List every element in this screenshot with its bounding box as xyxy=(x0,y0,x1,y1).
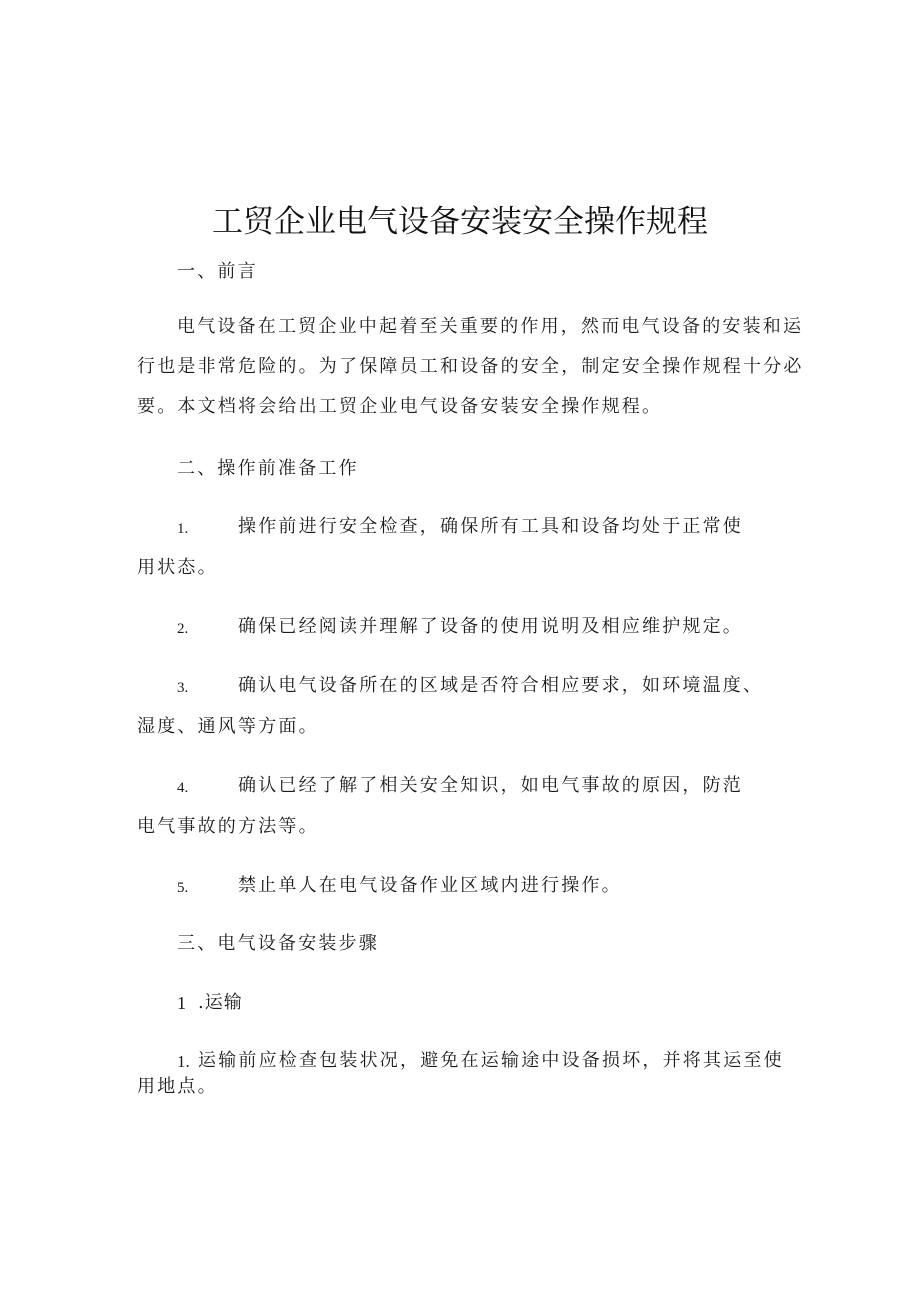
list-item-number: 1. xyxy=(177,521,189,537)
document-title: 工贸企业电气设备安装安全操作规程 xyxy=(212,204,708,240)
list-item-text-continued: 湿度、通风等方面。 xyxy=(137,716,319,737)
list-item-text-continued: 电气事故的方法等。 xyxy=(137,816,319,837)
list-item-text-continued: 用地点。 xyxy=(137,1076,218,1097)
list-item-text: 确保已经阅读并理解了设备的使用说明及相应维护规定。 xyxy=(238,616,743,637)
section-heading-preface: 一、前言 xyxy=(177,261,258,282)
subsection-label: .运输 xyxy=(198,992,243,1013)
subsection-number: 1 xyxy=(177,993,186,1013)
list-item-text-continued: 用状态。 xyxy=(137,557,218,578)
list-item-number: 4. xyxy=(177,780,189,796)
section-heading-installation: 三、电气设备安装步骤 xyxy=(177,933,379,954)
list-item-number: 2. xyxy=(177,621,189,637)
list-item-number: 3. xyxy=(177,680,189,696)
list-item-number: 1. xyxy=(177,1052,190,1071)
paragraph-line: 行也是非常危险的。为了保障员工和设备的安全，制定安全操作规程十分必 xyxy=(137,356,804,377)
list-item-text: 禁止单人在电气设备作业区域内进行操作。 xyxy=(238,875,622,896)
list-item-text: 确认已经了解了相关安全知识，如电气事故的原因，防范 xyxy=(238,775,743,796)
paragraph-line: 电气设备在工贸企业中起着至关重要的作用，然而电气设备的安装和运 xyxy=(177,316,804,337)
list-item-text: 确认电气设备所在的区域是否符合相应要求，如环境温度、 xyxy=(238,675,764,696)
list-item-text: 操作前进行安全检查，确保所有工具和设备均处于正常使 xyxy=(238,516,743,537)
paragraph-line: 要。本文档将会给出工贸企业电气设备安装安全操作规程。 xyxy=(137,396,663,417)
list-item-text: 运输前应检查包装状况，避免在运输途中设备损坏，并将其运至使 xyxy=(198,1050,784,1071)
section-heading-preparation: 二、操作前准备工作 xyxy=(177,458,359,479)
list-item-number: 5. xyxy=(177,880,189,896)
